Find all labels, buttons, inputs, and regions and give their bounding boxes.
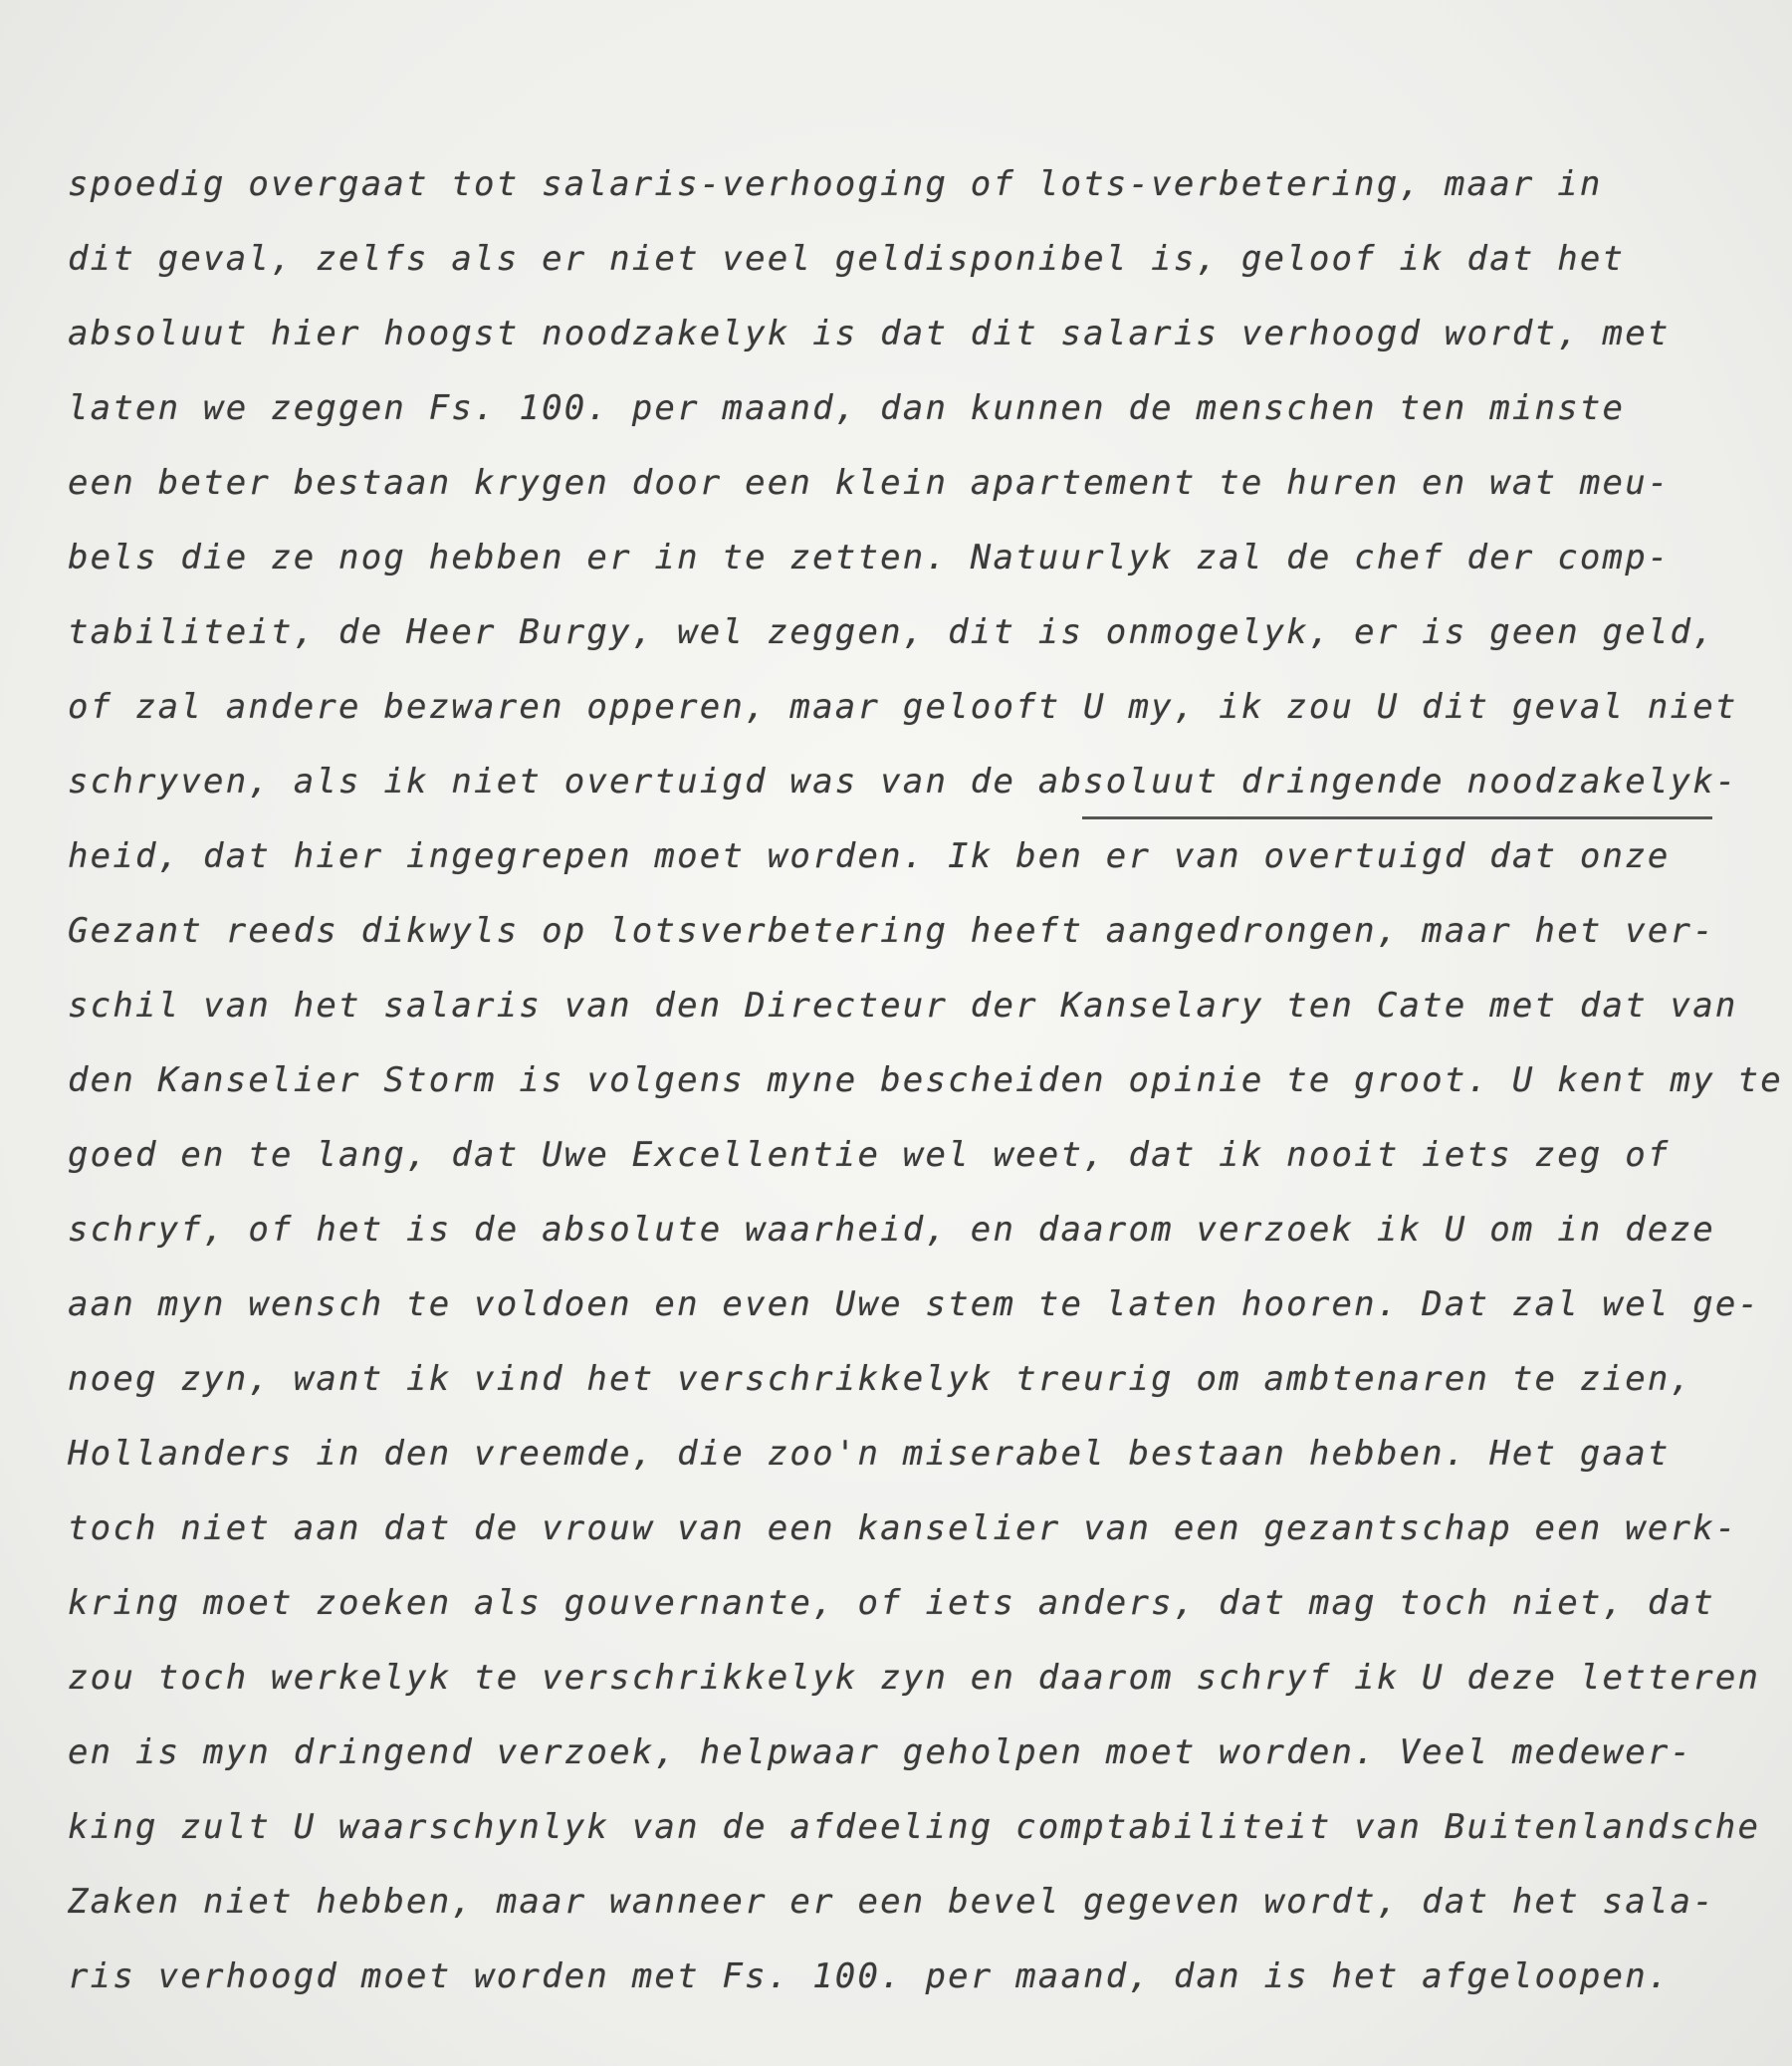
text-line: schryven, als ik niet overtuigd was van de absoluut dringende noodzakelyk- — [68, 762, 1738, 802]
text-line: en is myn dringend verzoek, helpwaar geholpen moet worden. Veel medewer- — [68, 1732, 1693, 1772]
text-line: king zult U waarschynlyk van de afdeeling comptabiliteit van Buitenlandsche — [68, 1807, 1761, 1847]
text-line: heid, dat hier ingegrepen moet worden. Ik ben er van overtuigd dat onze — [68, 836, 1671, 876]
text-line: schil van het salaris van den Directeur der Kanselary ten Cate met dat van — [68, 986, 1738, 1026]
text-line: Gezant reeds dikwyls op lotsverbetering heeft aangedrongen, maar het ver- — [68, 911, 1715, 951]
text-line: noeg zyn, want ik vind het verschrikkelyk treurig om ambtenaren te zien, — [68, 1359, 1693, 1399]
text-line: bels die ze nog hebben er in te zetten. Natuurlyk zal de chef der comp- — [68, 538, 1671, 577]
text-line: tabiliteit, de Heer Burgy, wel zeggen, dit is onmogelyk, er is geen geld, — [68, 612, 1715, 652]
text-line: ris verhoogd moet worden met Fs. 100. per maand, dan is het afgeloopen. — [68, 1956, 1671, 1996]
text-line: een beter bestaan krygen door een klein apartement te huren en wat meu- — [68, 463, 1671, 503]
text-line: laten we zeggen Fs. 100. per maand, dan kunnen de menschen ten minste — [68, 388, 1626, 428]
text-line: dit geval, zelfs als er niet veel geldisponibel is, geloof ik dat het — [68, 239, 1626, 279]
text-line: Hollanders in den vreemde, die zoo'n miserabel bestaan hebben. Het gaat — [68, 1434, 1671, 1474]
text-line: of zal andere bezwaren opperen, maar gelooft U my, ik zou U dit geval niet — [68, 687, 1738, 727]
text-line: aan myn wensch te voldoen en even Uwe stem te laten hooren. Dat zal wel ge- — [68, 1284, 1761, 1324]
text-line: kring moet zoeken als gouvernante, of iets anders, dat mag toch niet, dat — [68, 1583, 1715, 1623]
text-line: absoluut hier hoogst noodzakelyk is dat dit salaris verhoogd wordt, met — [68, 314, 1671, 353]
text-line: toch niet aan dat de vrouw van een kanselier van een gezantschap een werk- — [68, 1508, 1738, 1548]
text-line: spoedig overgaat tot salaris-verhooging of lots-verbetering, maar in — [68, 164, 1603, 204]
text-line: zou toch werkelyk te verschrikkelyk zyn en daarom schryf ik U deze letteren — [68, 1658, 1761, 1698]
letter-body — [68, 147, 1783, 2014]
text-line: goed en te lang, dat Uwe Excellentie wel weet, dat ik nooit iets zeg of — [68, 1135, 1671, 1175]
text-line: schryf, of het is de absolute waarheid, en daarom verzoek ik U om in deze — [68, 1210, 1715, 1250]
text-line: den Kanselier Storm is volgens myne bescheiden opinie te groot. U kent my te — [68, 1060, 1783, 1100]
emphasis-underline — [1082, 816, 1712, 819]
text-line: Zaken niet hebben, maar wanneer er een bevel gegeven wordt, dat het sala- — [68, 1882, 1715, 1922]
